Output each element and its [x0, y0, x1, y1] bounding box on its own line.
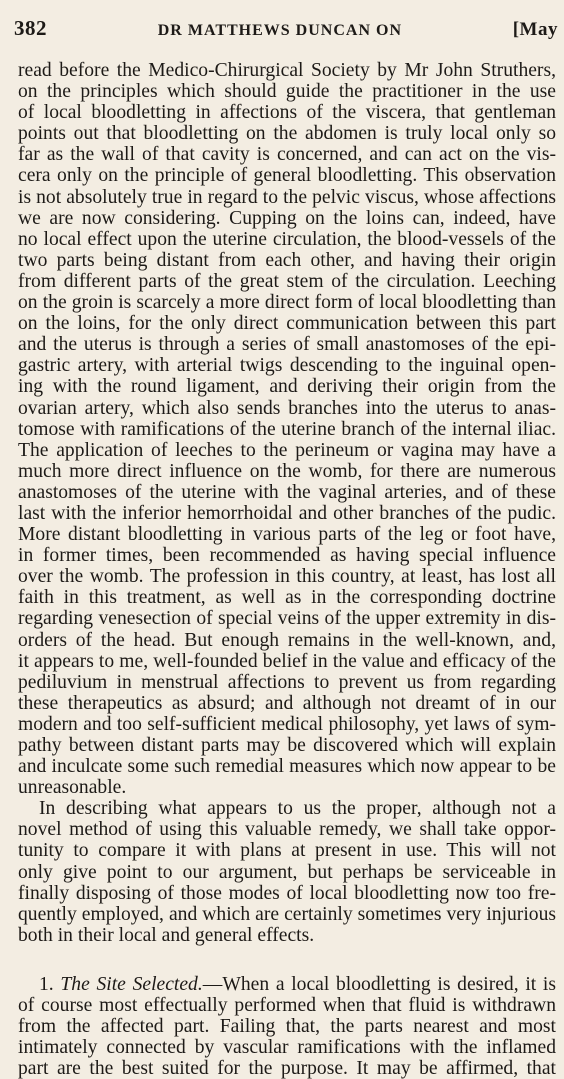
item-number: 1.	[39, 973, 54, 995]
text-line: it appears to me, well-founded belief in the value and efficacy of the	[18, 650, 556, 672]
text-line: is not absolutely true in regard to the pelvic viscus, whose affections	[18, 186, 556, 208]
text-line: on the loins, for the only direct communication between this part	[18, 313, 556, 335]
text-line: read before the Medico-Chirurgical Society by Mr John Struthers,	[18, 60, 556, 81]
text-line: novel method of using this valuable remedy, we shall take oppor-	[18, 819, 556, 841]
text-line: and the uterus is through a series of small anastomoses of the epi-	[18, 334, 556, 356]
body-text	[18, 60, 556, 1079]
text-line: these therapeutics as absurd; and although not dreamt of in our	[18, 692, 556, 714]
first-line-rest: —When a local bloodletting is desired, it is	[202, 973, 556, 995]
text-line: two parts being distant from each other, and having their origin	[18, 249, 556, 271]
paragraph-3-first-line	[18, 974, 556, 995]
text-line: last with the inferior hemorrhoidal and other branches of the pudic.	[18, 502, 556, 524]
text-line: finally disposing of those modes of local bloodletting now too fre-	[18, 882, 556, 904]
text-line: regarding venesection of special veins of the upper extremity in dis-	[18, 608, 556, 630]
text-line: tunity to compare it with plans at present in use. This will not	[18, 840, 556, 862]
text-line: from the affected part. Failing that, the parts nearest and most	[18, 1016, 556, 1038]
text-line: we are now considering. Cupping on the loins can, indeed, have	[18, 207, 556, 229]
text-line: over the womb. The profession in this country, at least, has lost all	[18, 566, 556, 588]
text-line: faith in this treatment, as well as in the corresponding doctrine	[18, 587, 556, 609]
text-line: part are the best suited for the purpose. It may be affirmed, that	[18, 1058, 556, 1079]
text-line: no local effect upon the uterine circulation, the blood-vessels of the	[18, 228, 556, 250]
text-line: orders of the head. But enough remains in the well-known, and,	[18, 629, 556, 651]
text-line: much more direct influence on the womb, for there are numerous	[18, 460, 556, 482]
section-heading: The Site Selected.	[60, 973, 203, 995]
text-line: far as the wall of that cavity is concerned, and can act on the vis-	[18, 144, 556, 166]
text-line: pathy between distant parts may be discovered which will explain	[18, 735, 556, 756]
text-line: modern and too self-sufficient medical philosophy, yet laws of sym-	[18, 713, 556, 735]
text-line: The application of leeches to the perineum or vagina may have a	[18, 439, 556, 461]
text-line: pediluvium in menstrual affections to prevent us from regarding	[18, 671, 556, 693]
text-line: ovarian artery, which also sends branches into the uterus to anas-	[18, 397, 556, 419]
text-line: cera only on the principle of general bloodletting. This observation	[18, 165, 556, 187]
text-line: both in their local and general effects.	[18, 924, 315, 946]
text-line: quently employed, and which are certainly sometimes very injurious	[18, 903, 556, 925]
section-marker: [May	[512, 19, 558, 40]
text-line: intimately connected by vascular ramifications with the inflamed	[18, 1037, 556, 1059]
text-line: only give point to our argument, but perhaps be serviceable in	[18, 861, 556, 883]
text-line: and inculcate some such remedial measures which now appear to be	[18, 756, 556, 778]
text-line: of course most effectually performed when that fluid is withdrawn	[18, 995, 556, 1017]
text-line: gastric artery, with arterial twigs descending to the inguinal open-	[18, 355, 556, 377]
paragraph-2	[18, 798, 556, 946]
text-line: on the principles which should guide the practitioner in the use	[18, 81, 556, 103]
text-line: anastomoses of the uterine with the vaginal arteries, and of these	[18, 481, 556, 503]
page-header	[14, 16, 558, 46]
running-title: DR MATTHEWS DUNCAN ON	[157, 22, 402, 39]
text-line: in former times, been recommended as having special influence	[18, 545, 556, 567]
text-line: More distant bloodletting in various parts of the leg or foot have,	[18, 524, 556, 546]
text-line: ing with the round ligament, and deriving their origin from the	[18, 376, 556, 398]
text-line: tomose with ramifications of the uterine branch of the internal iliac.	[18, 418, 556, 440]
text-line: from different parts of the great stem of the circulation. Leeching	[18, 270, 556, 292]
text-line: unreasonable.	[18, 777, 127, 799]
text-line: of local bloodletting in affections of the viscera, that gentleman	[18, 102, 556, 124]
text-line: In describing what appears to us the proper, although not a	[39, 798, 556, 820]
text-line: on the groin is scarcely a more direct form of local bloodletting than	[18, 292, 556, 314]
paragraph-1	[18, 60, 556, 798]
text-line: points out that bloodletting on the abdomen is truly local only so	[18, 123, 556, 145]
paragraph-3	[18, 974, 556, 1079]
paragraph-gap	[18, 946, 556, 974]
page-number: 382	[14, 16, 47, 40]
